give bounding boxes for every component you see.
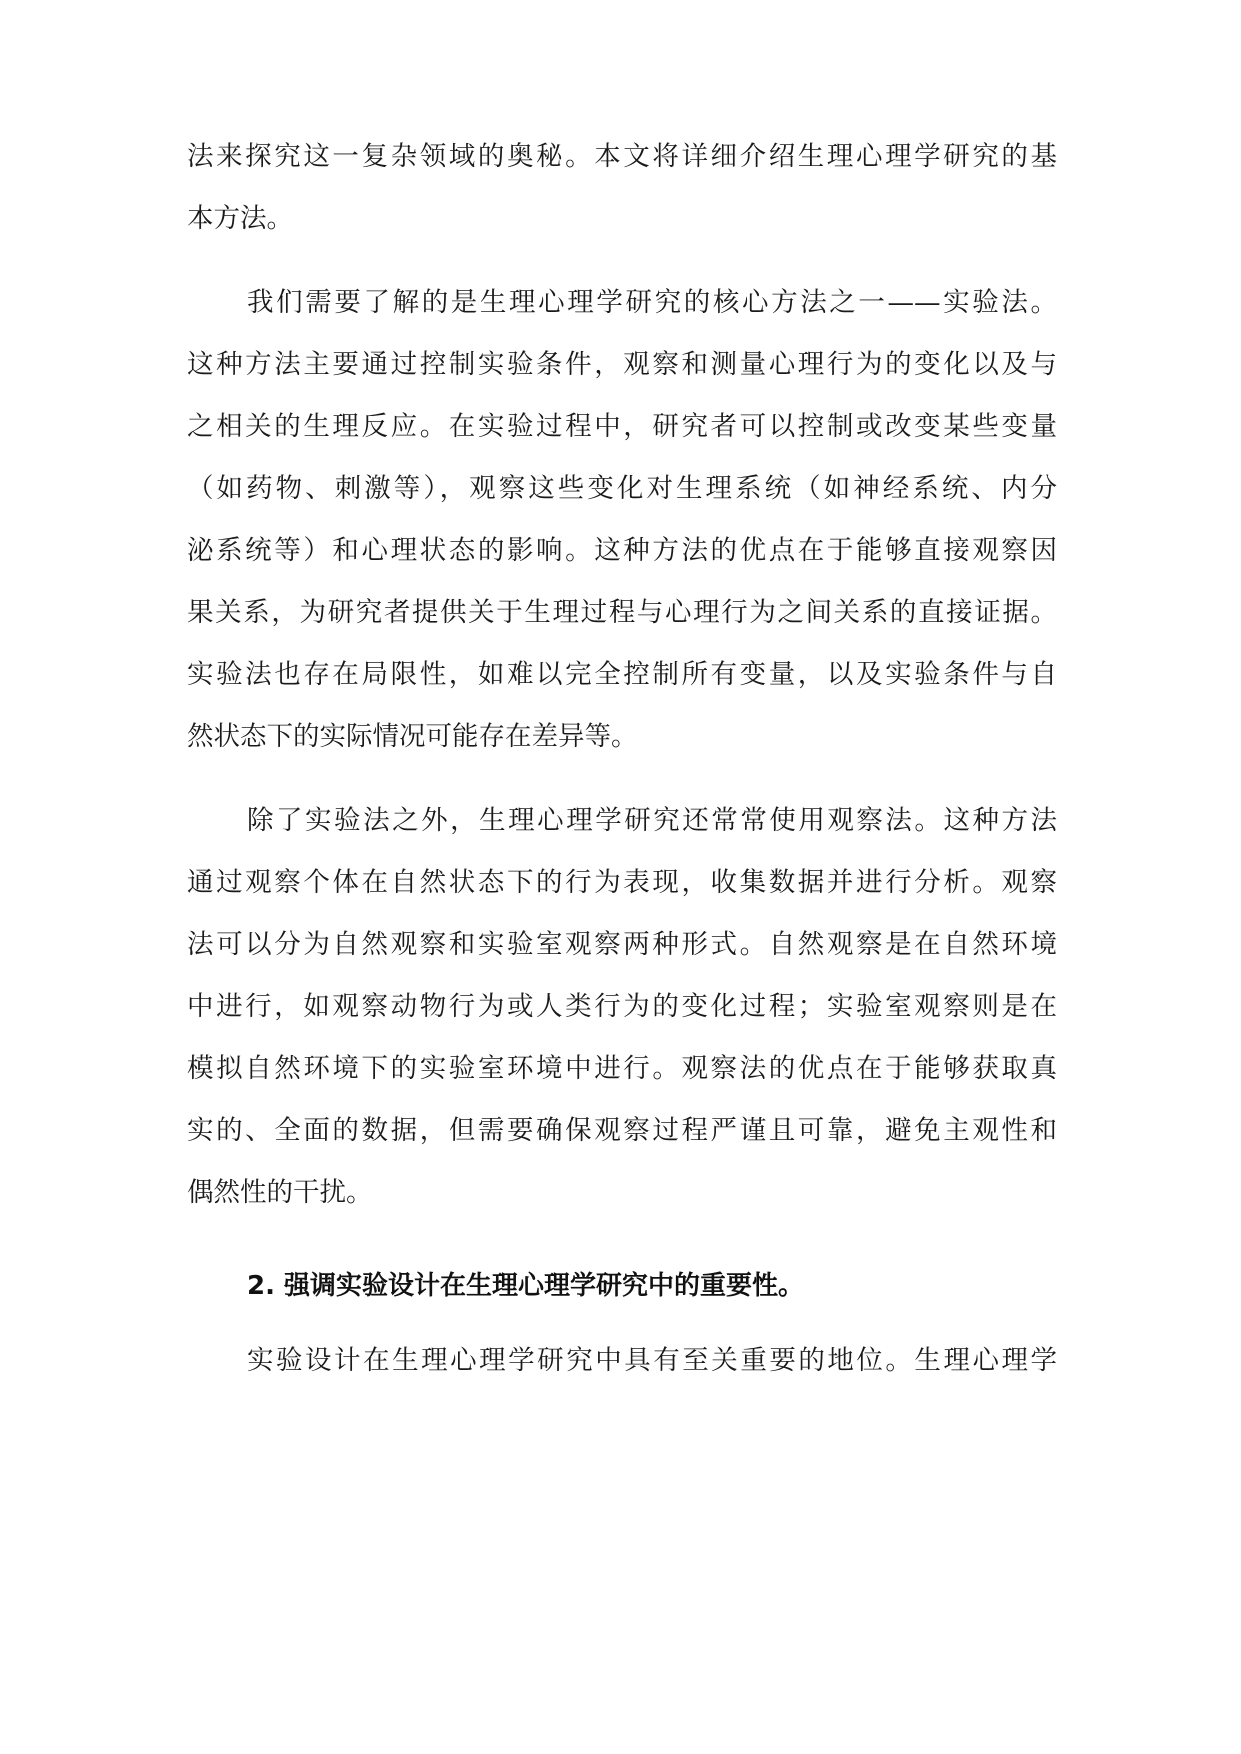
paragraph-line: 这种方法主要通过控制实验条件，观察和测量心理行为的变化以及与 [187, 349, 1057, 380]
paragraph-line: 我们需要了解的是生理心理学研究的核心方法之一——实验法。 [247, 287, 1057, 318]
paragraph-line: 本方法。 [187, 203, 293, 234]
section-heading: 2. 强调实验设计在生理心理学研究中的重要性。 [247, 1271, 805, 1301]
paragraph-line: 实验设计在生理心理学研究中具有至关重要的地位。生理心理学 [247, 1345, 1057, 1376]
paragraph-line: 法可以分为自然观察和实验室观察两种形式。自然观察是在自然环境 [187, 929, 1057, 960]
paragraph-line: （如药物、刺激等），观察这些变化对生理系统（如神经系统、内分 [187, 473, 1057, 504]
paragraph-line: 实的、全面的数据，但需要确保观察过程严谨且可靠，避免主观性和 [187, 1115, 1057, 1146]
paragraph-line: 模拟自然环境下的实验室环境中进行。观察法的优点在于能够获取真 [187, 1053, 1057, 1084]
paragraph-line: 除了实验法之外，生理心理学研究还常常使用观察法。这种方法 [247, 805, 1057, 836]
paragraph-line: 通过观察个体在自然状态下的行为表现，收集数据并进行分析。观察 [187, 867, 1057, 898]
paragraph-line: 偶然性的干扰。 [187, 1177, 373, 1208]
paragraph-line: 果关系，为研究者提供关于生理过程与心理行为之间关系的直接证据。 [187, 597, 1057, 628]
paragraph-line: 之相关的生理反应。在实验过程中，研究者可以控制或改变某些变量 [187, 411, 1057, 442]
paragraph-line: 然状态下的实际情况可能存在差异等。 [187, 721, 638, 752]
paragraph-line: 泌系统等）和心理状态的影响。这种方法的优点在于能够直接观察因 [187, 535, 1057, 566]
paragraph-line: 法来探究这一复杂领域的奥秘。本文将详细介绍生理心理学研究的基 [187, 141, 1057, 172]
paragraph-line: 实验法也存在局限性，如难以完全控制所有变量，以及实验条件与自 [187, 659, 1057, 690]
paragraph-line: 中进行，如观察动物行为或人类行为的变化过程；实验室观察则是在 [187, 991, 1057, 1022]
